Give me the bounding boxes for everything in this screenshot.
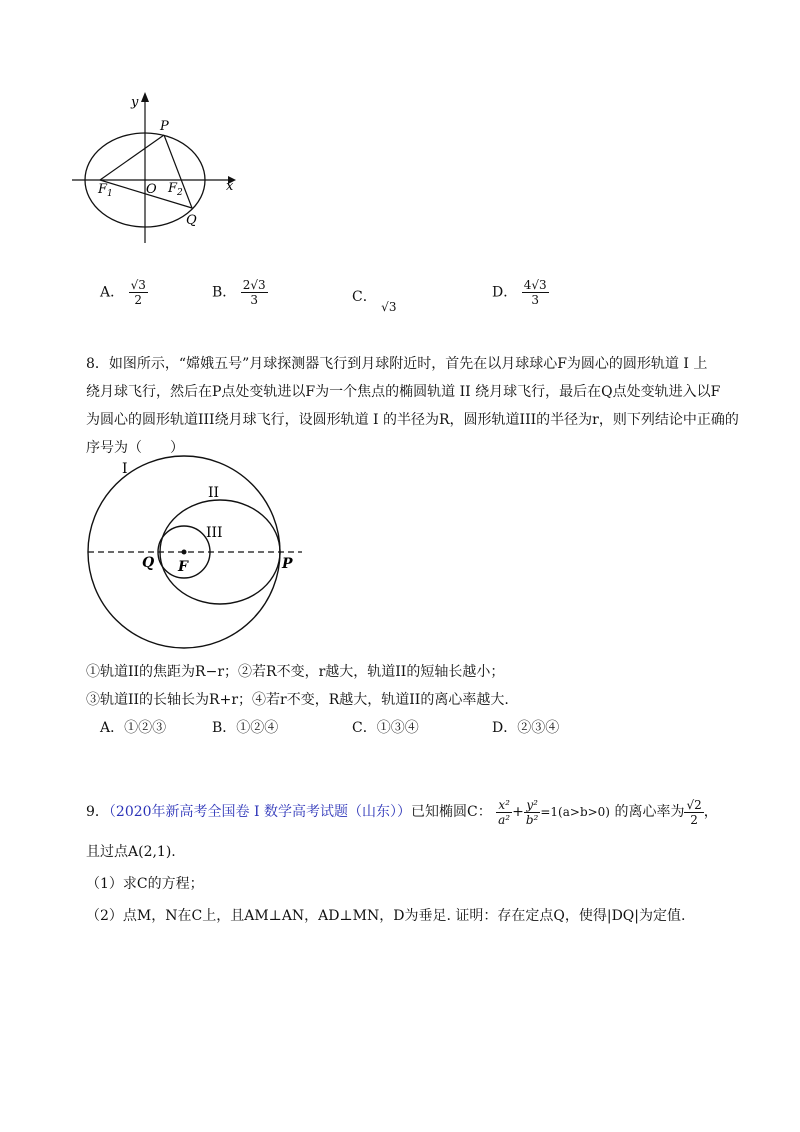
q9-eccentricity: $\frac{√2}{2}$ [686, 797, 702, 827]
q9-frac-x: $\frac{\text{x²}}{\text{a²}}$ [498, 797, 511, 827]
q7-option-c: C． √3 [352, 289, 397, 314]
orbit-figure [80, 455, 310, 655]
q8-option-a: A．①②③ [100, 720, 167, 736]
label-q: Q [142, 555, 155, 571]
q8-line-3: 为圆心的圆形轨道III绕月球飞行，设圆形轨道 I 的半径为R，圆形轨道III的半径为r，则下列结论中正确的 [86, 412, 739, 428]
q8-line-1: 8．如图所示，“嫦娥五号”月球探测器飞行到月球附近时，首先在以月球球心F为圆心的圆形轨道 I 上 [86, 356, 708, 372]
label-y: y [131, 95, 139, 110]
label-o: O [146, 182, 157, 197]
label-f: F [178, 559, 188, 575]
q8-line-2: 绕月球飞行，然后在P点处变轨进以F为一个焦点的椭圆轨道 II 绕月球飞行，最后在Q点处变轨进入以F [86, 384, 721, 400]
q9-part-2: （2）点M，N在C上，且AM⊥AN，AD⊥MN，D为垂足. 证明：存在定点Q，使得|DQ|为定值. [86, 908, 686, 924]
q9-part-1: （1）求C的方程； [86, 876, 204, 892]
q9-number: 9． [86, 804, 109, 820]
q9-source: （2020年新高考全国卷 I 数学高考试题（山东）） [108, 804, 411, 820]
q8-statement-2: ③轨道II的长轴长为R+r；④若r不变，R越大，轨道II的离心率越大. [86, 692, 509, 708]
label-orbit-ii: II [208, 485, 220, 501]
q8-option-b: B．①②④ [212, 720, 279, 736]
label-x: x [226, 179, 234, 194]
q8-option-d: D．②③④ [492, 720, 560, 736]
q9-line-2: 且过点A(2,1). [86, 844, 176, 860]
q9-stem: 9．（2020年新高考全国卷 I 数学高考试题（山东））已知椭圆C： $\frac{\text{x²}}{\text{a²}}$ + $\frac{\text{y²}}{\text{b²}}$ =1(a>b>0) 的离心率为 $\frac{√2}{2}$ ， [86, 797, 718, 827]
q7-option-b: B． $\frac{2√3}{3}$ [212, 278, 266, 307]
q9-frac-y: $\frac{\text{y²}}{\text{b²}}$ [525, 797, 539, 827]
q8-statement-1: ①轨道II的焦距为R−r；②若R不变，r越大，轨道II的短轴长越小； [86, 664, 505, 680]
label-f2: $F_2$ [168, 181, 183, 198]
q7-option-a: A． $\frac{√3}{2}$ [100, 278, 146, 307]
label-q: Q [186, 213, 197, 228]
q9-stem-a: 已知椭圆C： [410, 804, 492, 820]
q9-stem-c: ， [703, 804, 718, 820]
q9-stem-b: 的离心率为 [614, 804, 685, 820]
q8-line-4: 序号为（ ） [86, 440, 184, 456]
focus-point-f [182, 550, 187, 555]
y-axis-arrow [141, 92, 149, 102]
label-orbit-iii: III [206, 525, 223, 541]
q8-option-c: C．①③④ [352, 720, 419, 736]
label-f1: $F_1$ [98, 182, 113, 199]
q9-eq-rhs: =1(a>b>0) [540, 805, 610, 819]
label-p: P [160, 119, 169, 134]
ellipse-figure-1 [70, 88, 245, 248]
q7-option-d: D． $\frac{4√3}{3}$ [492, 278, 547, 307]
label-orbit-i: I [122, 461, 128, 477]
label-p: P [282, 556, 293, 572]
